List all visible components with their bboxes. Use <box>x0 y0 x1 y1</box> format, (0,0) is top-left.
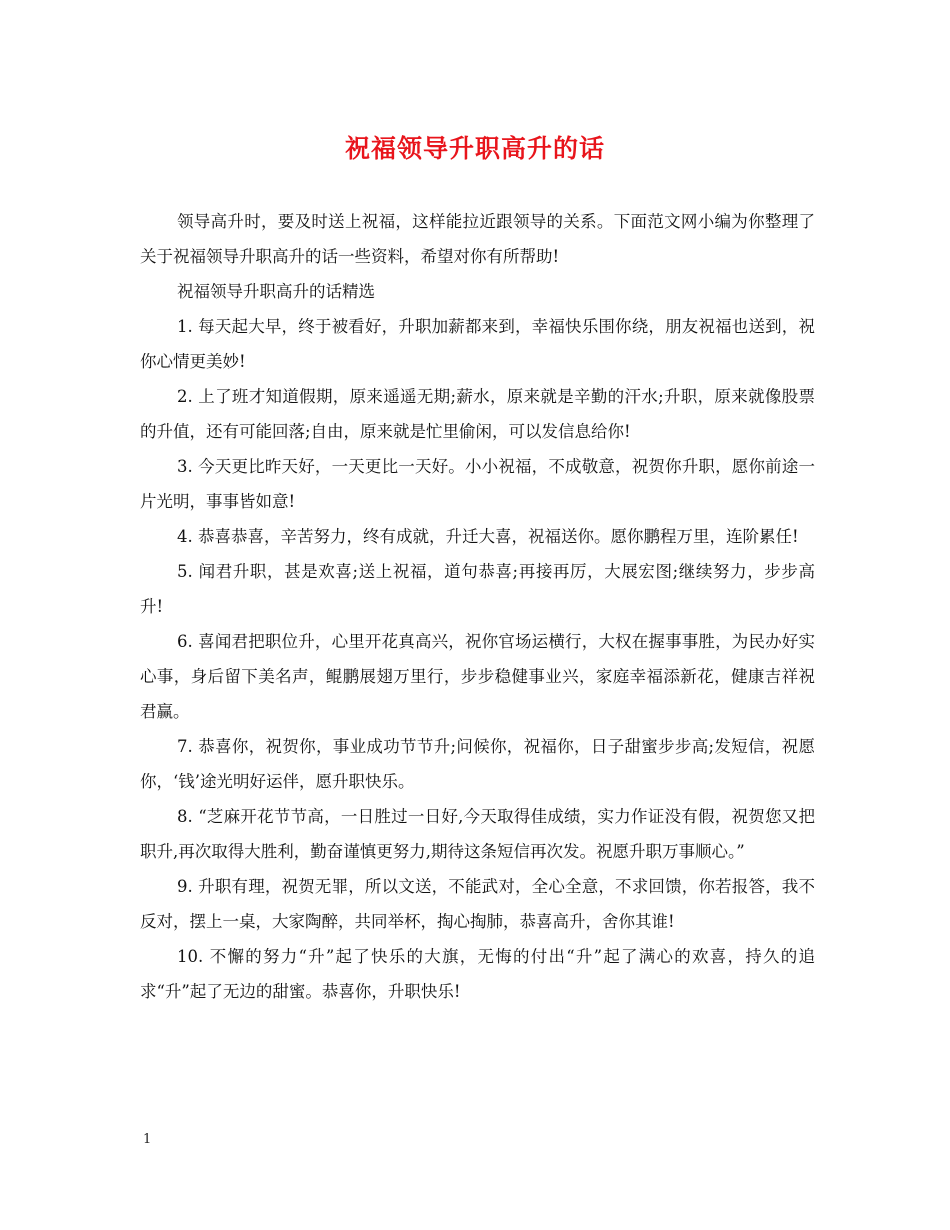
document-title: 祝福领导升职高升的话 <box>344 134 605 163</box>
list-item-10: 10. 不懈的努力“升”起了快乐的大旗，无悔的付出“升”起了满心的欢喜，持久的追求“升”起了无边的甜蜜。恭喜你，升职快乐! <box>140 947 815 1001</box>
document-body <box>140 204 815 1009</box>
intro-paragraph: 领导高升时，要及时送上祝福，这样能拉近跟领导的关系。下面范文网小编为你整理了关于祝福领导升职高升的话一些资料，希望对你有所帮助! <box>140 212 815 266</box>
list-item-1: 1. 每天起大早，终于被看好，升职加薪都来到，幸福快乐围你绕，朋友祝福也送到，祝你心情更美妙! <box>140 317 815 371</box>
list-item-5: 5. 闻君升职，甚是欢喜;送上祝福，道句恭喜;再接再厉，大展宏图;继续努力，步步高升! <box>140 562 815 616</box>
list-item-3: 3. 今天更比昨天好，一天更比一天好。小小祝福，不成敬意，祝贺你升职，愿你前途一片光明，事事皆如意! <box>140 457 815 511</box>
list-item-7: 7. 恭喜你，祝贺你，事业成功节节升;问候你，祝福你，日子甜蜜步步高;发短信，祝愿你，‘钱’途光明好运伴，愿升职快乐。 <box>140 737 815 791</box>
list-item-8: 8. “芝麻开花节节高，一日胜过一日好,今天取得佳成绩，实力作证没有假，祝贺您又把职升,再次取得大胜利，勤奋谨慎更努力,期待这条短信再次发。祝愿升职万事顺心。” <box>140 807 815 861</box>
list-item-9: 9. 升职有理，祝贺无罪，所以文送，不能武对，全心全意，不求回馈，你若报答，我不反对，摆上一桌，大家陶醉，共同举杯，掏心掏肺，恭喜高升，舍你其谁! <box>140 877 815 931</box>
list-item-6: 6. 喜闻君把职位升，心里开花真高兴，祝你官场运横行，大权在握事事胜，为民办好实心事，身后留下美名声，鲲鹏展翅万里行，步步稳健事业兴，家庭幸福添新花，健康吉祥祝君赢。 <box>140 632 815 721</box>
section-heading: 祝福领导升职高升的话精选 <box>177 282 375 301</box>
list-item-4: 4. 恭喜恭喜，辛苦努力，终有成就，升迁大喜，祝福送你。愿你鹏程万里，连阶累任! <box>177 527 799 546</box>
page-number: 1 <box>143 1132 152 1147</box>
list-item-2: 2. 上了班才知道假期，原来遥遥无期;薪水，原来就是辛勤的汗水;升职，原来就像股票的升值，还有可能回落;自由，原来就是忙里偷闲，可以发信息给你! <box>140 387 815 441</box>
